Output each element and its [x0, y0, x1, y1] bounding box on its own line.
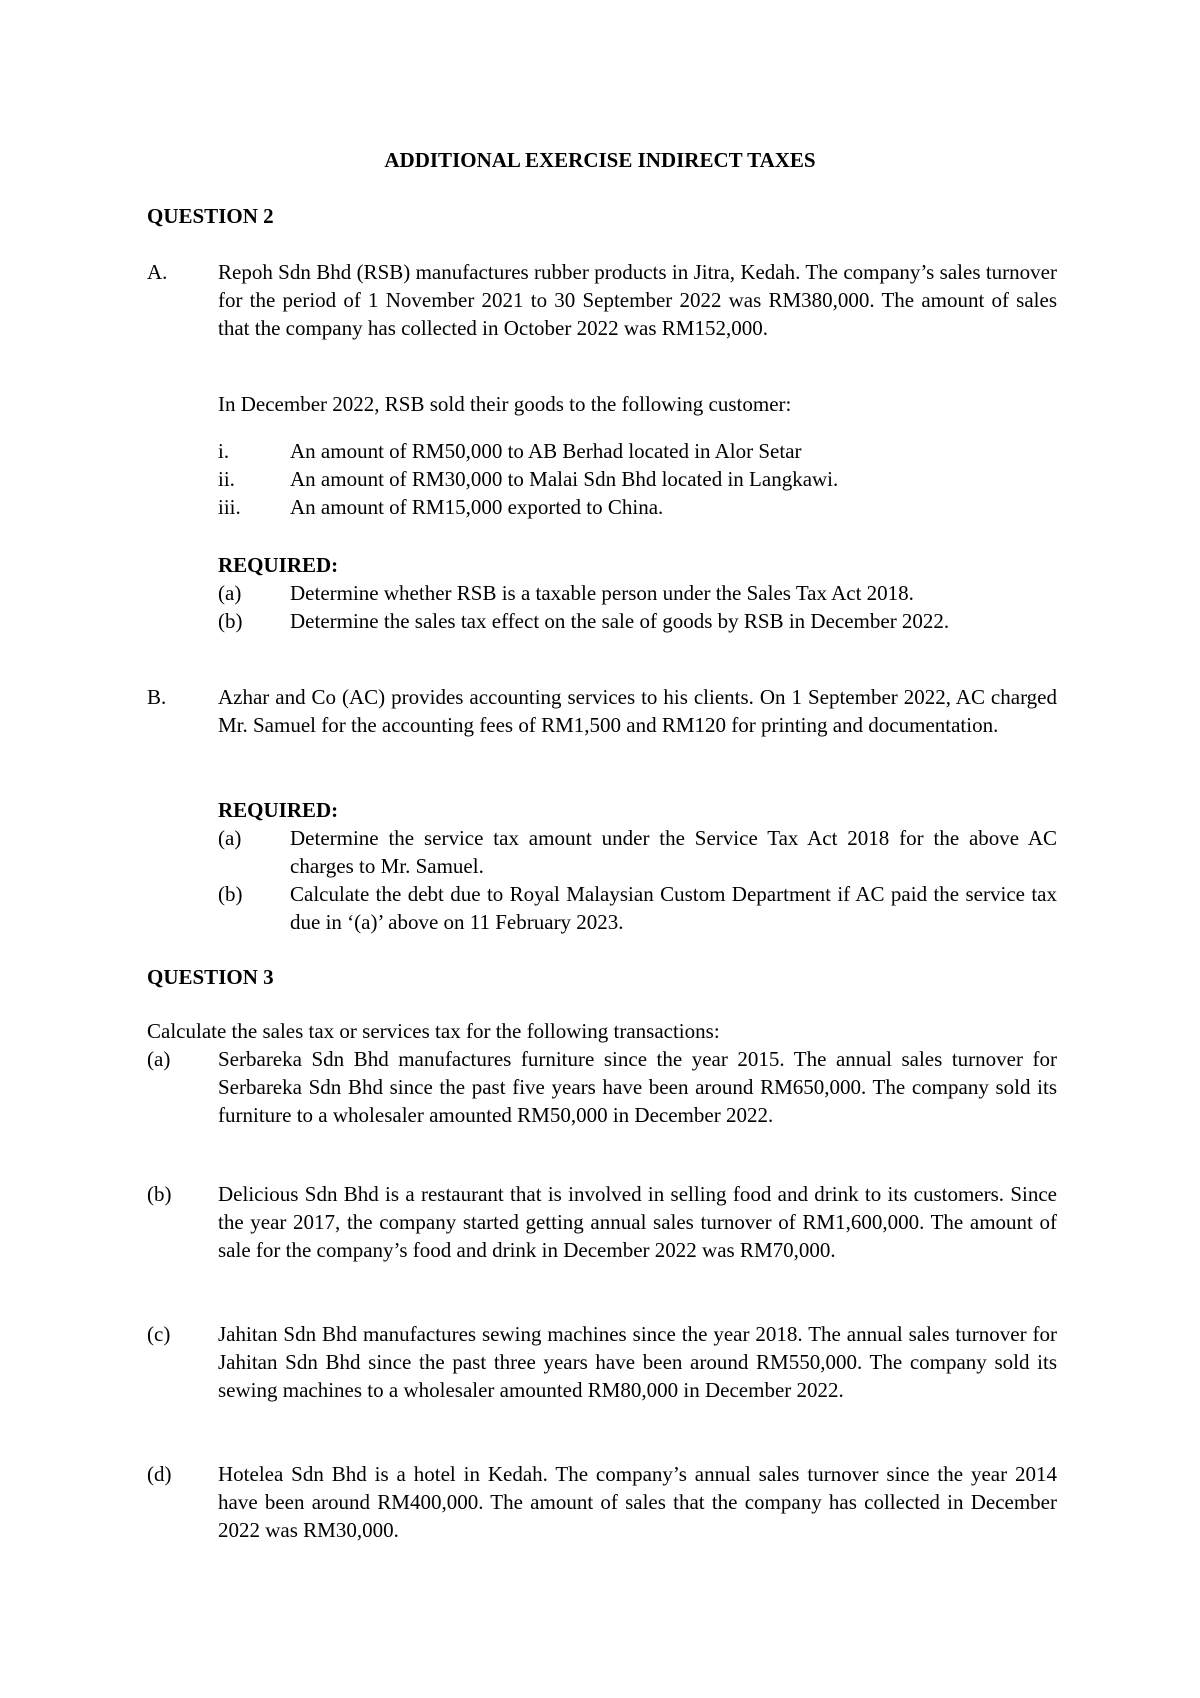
required-item [218, 607, 1057, 635]
required-item-text: Calculate the debt due to Royal Malaysian Custom Department if AC paid the service tax due in ‘(a)’ above on 11 February 2023. [290, 882, 1057, 934]
list-item-label: (a) [147, 1047, 171, 1071]
document-title: ADDITIONAL EXERCISE INDIRECT TAXES [384, 148, 816, 172]
required-item [218, 579, 1057, 607]
part-a-intro: In December 2022, RSB sold their goods to the following customer: [218, 392, 792, 416]
question-2-part-a [147, 258, 1057, 342]
question-3-item-d [147, 1460, 1057, 1544]
required-item [218, 824, 1057, 880]
required-item-label: (a) [218, 826, 242, 850]
list-item-label: (c) [147, 1322, 171, 1346]
list-item-text: An amount of RM30,000 to Malai Sdn Bhd located in Langkawi. [290, 467, 839, 491]
part-a-intro-block [147, 390, 1057, 418]
question-3-item-a [147, 1045, 1057, 1129]
question-2-heading: QUESTION 2 [147, 204, 274, 228]
list-item-label: ii. [218, 467, 235, 491]
required-item-text: Determine the service tax amount under the Service Tax Act 2018 for the above AC charges to Mr. Samuel. [290, 826, 1057, 878]
list-item [147, 1180, 1057, 1264]
part-a-required [218, 551, 1057, 635]
required-heading: REQUIRED: [218, 553, 339, 577]
list-item-text: Serbareka Sdn Bhd manufactures furniture since the year 2015. The annual sales turnover for Serbareka Sdn Bhd since the past five years have been around RM650,000. The company sold its furniture to a wholesaler amounted RM50,000 in December 2022. [218, 1047, 1057, 1127]
question-3-intro: Calculate the sales tax or services tax for the following transactions: [147, 1019, 720, 1043]
question-3-intro-block [147, 1017, 1057, 1045]
list-item-label: (b) [147, 1182, 172, 1206]
list-item-text: Delicious Sdn Bhd is a restaurant that is involved in selling food and drink to its customers. Since the year 2017, the company started getting annual sales turnover of RM1,600,000. The amount of sale for the company’s food and drink in December 2022 was RM70,000. [218, 1182, 1057, 1262]
required-item-label: (a) [218, 581, 242, 605]
part-a-label: A. [147, 260, 168, 284]
list-item-text: Hotelea Sdn Bhd is a hotel in Kedah. The company’s annual sales turnover since the year 2014 have been around RM400,000. The amount of sales that the company has collected in December 2022 was RM30,000. [218, 1462, 1057, 1542]
question-3-item-b [147, 1180, 1057, 1264]
part-b-required [218, 796, 1057, 936]
part-a-customer-list [218, 437, 1057, 521]
list-item [218, 493, 1057, 521]
question-3-heading: QUESTION 3 [147, 965, 274, 989]
list-item-label: i. [218, 439, 230, 463]
list-item [147, 1320, 1057, 1404]
part-a-paragraph [147, 258, 1057, 342]
list-item-text: An amount of RM50,000 to AB Berhad located in Alor Setar [290, 439, 802, 463]
part-b-paragraph [147, 683, 1057, 739]
list-item-label: (d) [147, 1462, 172, 1486]
required-item-label: (b) [218, 882, 243, 906]
list-item [147, 1460, 1057, 1544]
required-item-text: Determine whether RSB is a taxable person under the Sales Tax Act 2018. [290, 581, 914, 605]
list-item-text: An amount of RM15,000 exported to China. [290, 495, 664, 519]
required-item [218, 880, 1057, 936]
part-b-text: Azhar and Co (AC) provides accounting services to his clients. On 1 September 2022, AC charged Mr. Samuel for the accounting fees of RM1,500 and RM120 for printing and documentation. [218, 685, 1057, 737]
list-item [147, 1045, 1057, 1129]
part-a-text: Repoh Sdn Bhd (RSB) manufactures rubber products in Jitra, Kedah. The company’s sales turnover for the period of 1 November 2021 to 30 September 2022 was RM380,000. The amount of sales that the company has collected in October 2022 was RM152,000. [218, 260, 1057, 340]
required-heading: REQUIRED: [218, 798, 339, 822]
question-3-item-c [147, 1320, 1057, 1404]
list-item-label: iii. [218, 495, 241, 519]
required-item-text: Determine the sales tax effect on the sale of goods by RSB in December 2022. [290, 609, 950, 633]
part-b-label: B. [147, 685, 167, 709]
question-2-part-b [147, 683, 1057, 739]
required-item-label: (b) [218, 609, 243, 633]
list-item [218, 465, 1057, 493]
list-item-text: Jahitan Sdn Bhd manufactures sewing machines since the year 2018. The annual sales turnover for Jahitan Sdn Bhd since the past three years have been around RM550,000. The company sold its sewing machines to a wholesaler amounted RM80,000 in December 2022. [218, 1322, 1057, 1402]
list-item [218, 437, 1057, 465]
